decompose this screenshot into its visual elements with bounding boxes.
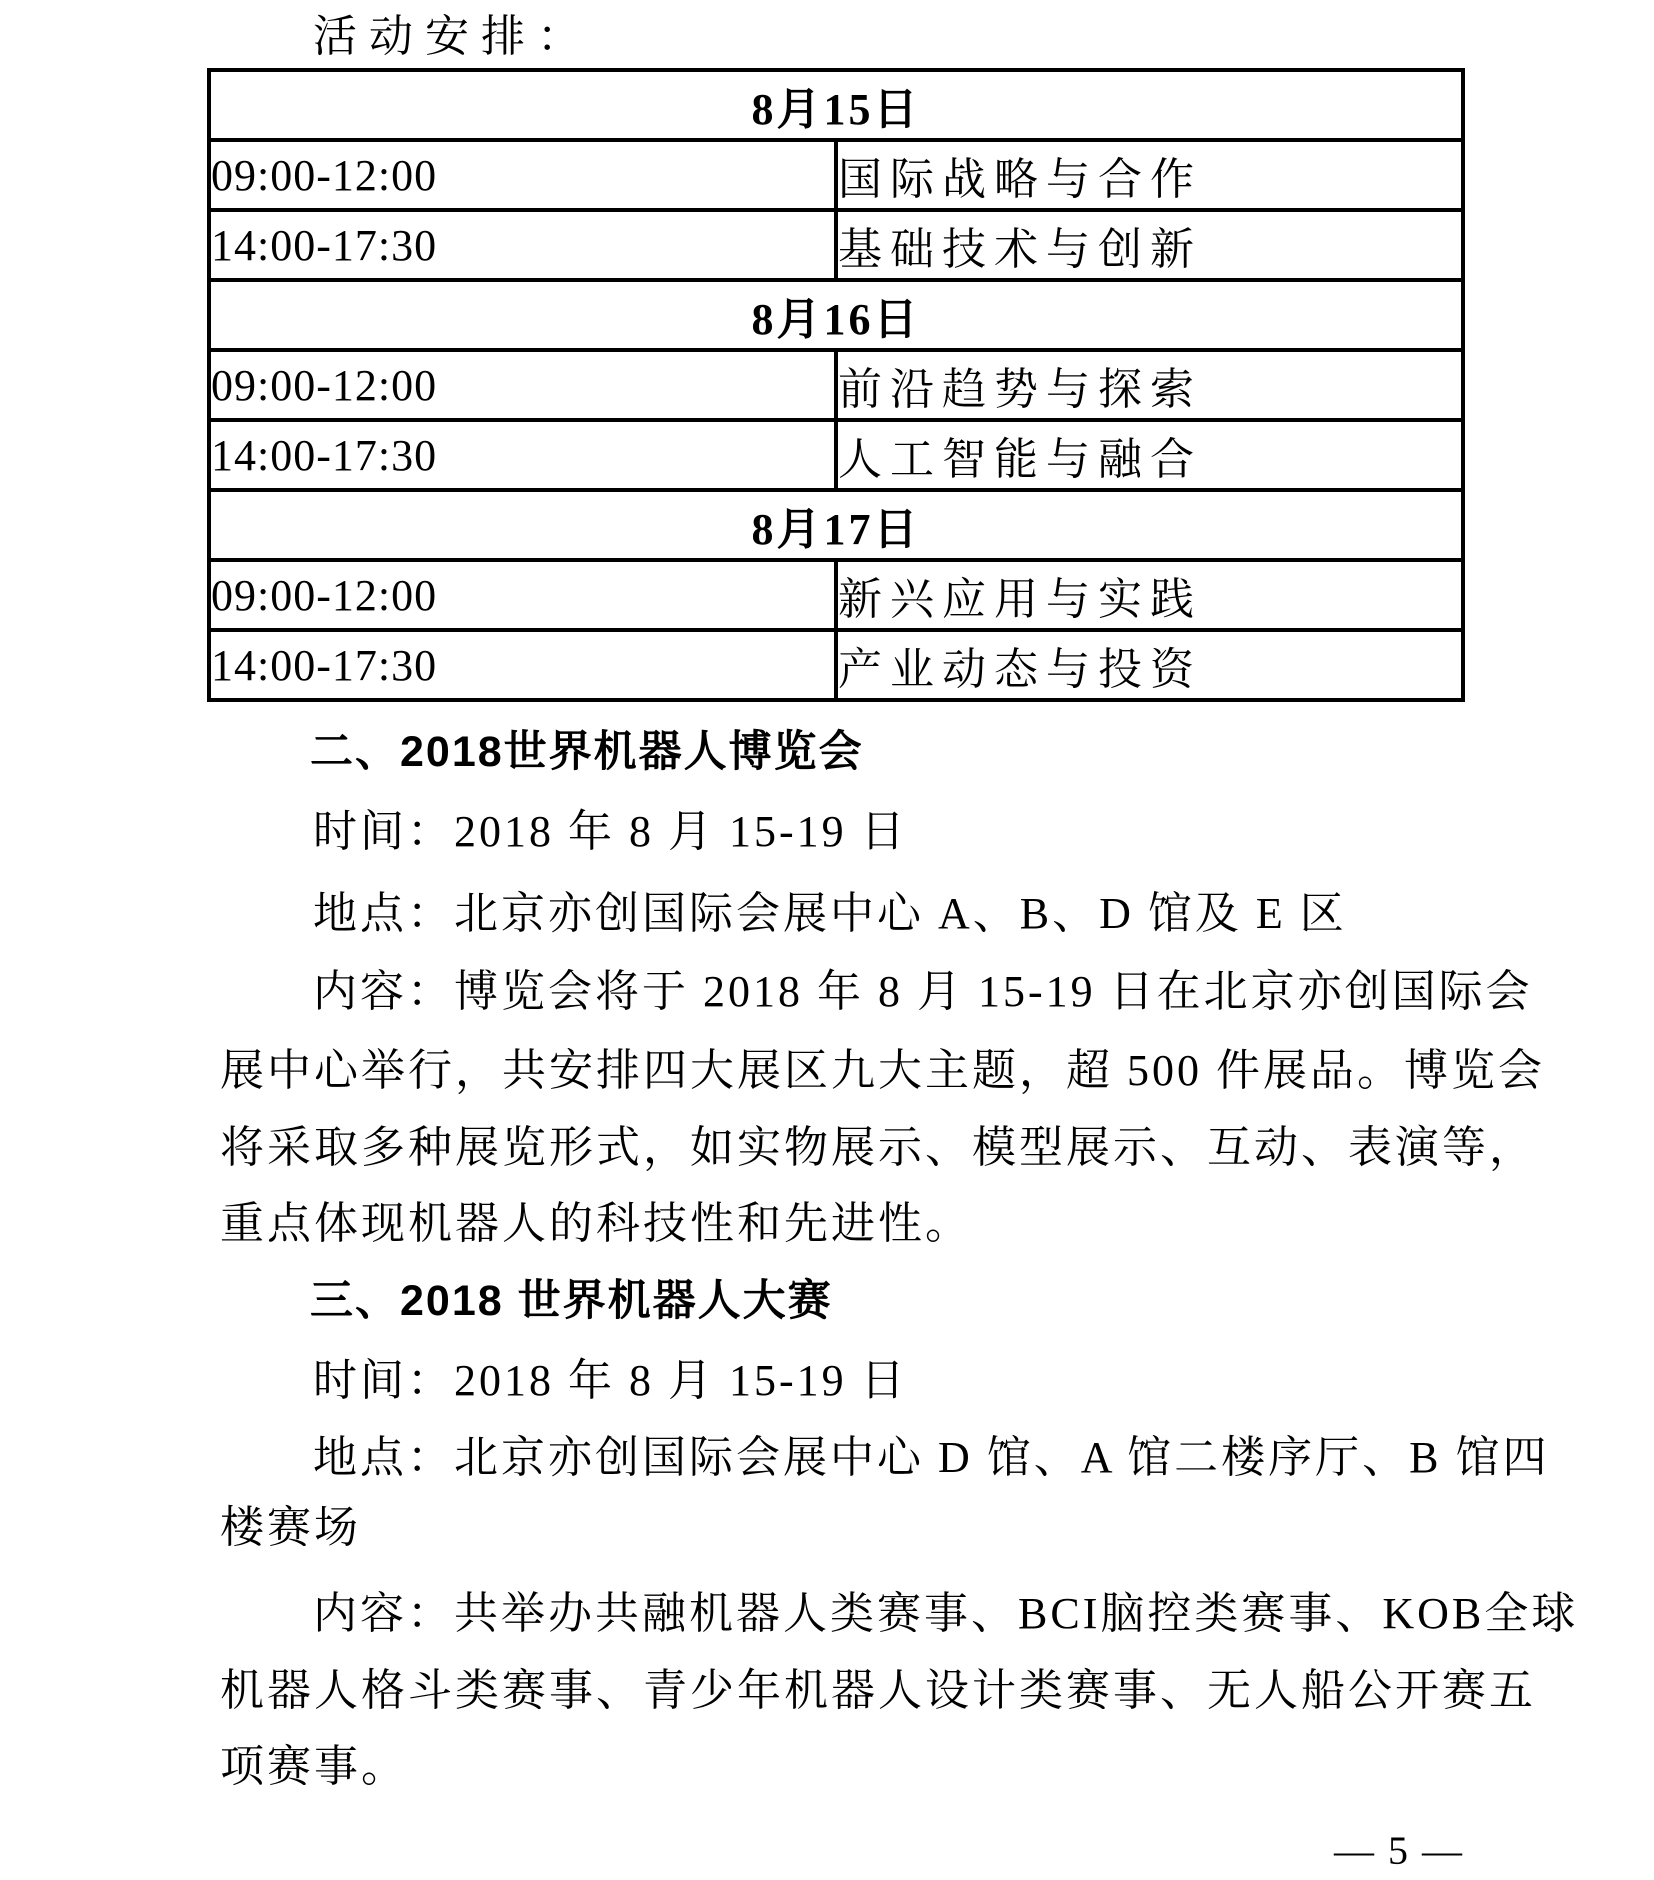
session-row [209,420,1463,490]
section-heading-competition: 三、2018 世界机器人大赛 [310,1277,833,1325]
body-line: 将采取多种展览形式，如实物展示、模型展示、互动、表演等， [220,1123,1536,1172]
page-number: — 5 — [1334,1828,1464,1873]
date-header-cell: 8月16日 [209,280,1463,350]
body-line: 机器人格斗类赛事、青少年机器人设计类赛事、无人船公开赛五 [220,1666,1536,1715]
session-row [209,560,1463,630]
body-line: 楼赛场 [220,1503,361,1552]
session-row [209,140,1463,210]
topic-cell: 人工智能与融合 [836,420,1463,490]
section-heading-expo: 二、2018世界机器人博览会 [310,728,864,776]
body-line: 展中心举行，共安排四大展区九大主题，超 500 件展品。博览会 [220,1046,1545,1095]
date-header-cell: 8月17日 [209,490,1463,560]
time-cell: 09:00-12:00 [209,350,836,420]
body-line: 时间：2018 年 8 月 15-19 日 [313,1356,908,1405]
body-line: 时间：2018 年 8 月 15-19 日 [313,807,908,856]
topic-cell: 基础技术与创新 [836,210,1463,280]
body-line: 地点：北京亦创国际会展中心 A、B、D 馆及 E 区 [313,889,1347,938]
schedule-table [207,68,1465,702]
date-row-aug15 [209,70,1463,140]
topic-cell: 国际战略与合作 [836,140,1463,210]
topic-cell: 产业动态与投资 [836,630,1463,700]
date-header-cell: 8月15日 [209,70,1463,140]
topic-cell: 新兴应用与实践 [836,560,1463,630]
date-row-aug17 [209,490,1463,560]
topic-cell: 前沿趋势与探索 [836,350,1463,420]
time-cell: 14:00-17:30 [209,210,836,280]
body-line: 内容：共举办共融机器人类赛事、BCI脑控类赛事、KOB全球 [313,1589,1579,1638]
time-cell: 09:00-12:00 [209,140,836,210]
session-row [209,350,1463,420]
body-line: 重点体现机器人的科技性和先进性。 [220,1199,972,1248]
time-cell: 14:00-17:30 [209,420,836,490]
time-cell: 09:00-12:00 [209,560,836,630]
schedule-table-body [209,70,1463,700]
body-line: 项赛事。 [220,1742,408,1791]
intro-label: 活动安排： [313,12,593,61]
body-line: 内容：博览会将于 2018 年 8 月 15-19 日在北京亦创国际会 [313,967,1533,1016]
body-line: 地点：北京亦创国际会展中心 D 馆、A 馆二楼序厅、B 馆四 [313,1433,1550,1482]
session-row [209,630,1463,700]
session-row [209,210,1463,280]
date-row-aug16 [209,280,1463,350]
time-cell: 14:00-17:30 [209,630,836,700]
